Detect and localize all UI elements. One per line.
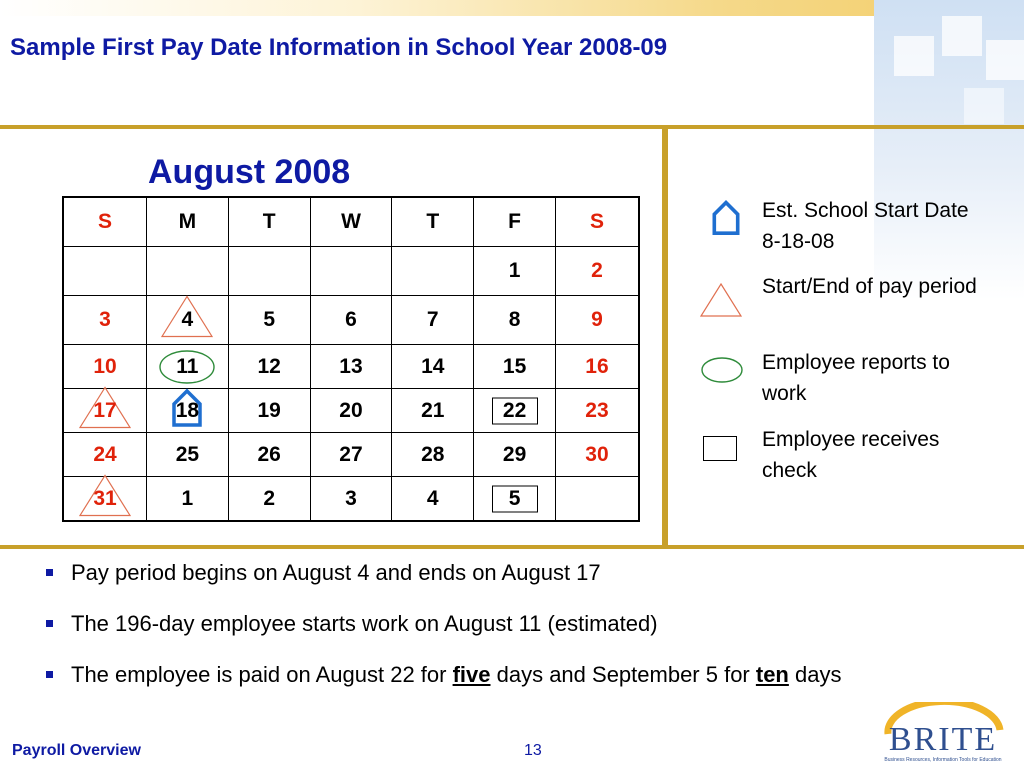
slide-title: Sample First Pay Date Information in School Year 2008-09	[10, 34, 668, 61]
page-number: 13	[524, 742, 542, 759]
calendar-week-row	[63, 389, 639, 433]
brite-logo	[868, 702, 1018, 764]
content-divider	[0, 545, 1024, 549]
calendar-day-cell: 5	[228, 296, 310, 345]
bullet-list	[44, 558, 974, 711]
bullet-item	[44, 609, 974, 639]
emphasis-five: five	[452, 662, 491, 687]
bullet-item	[44, 558, 974, 588]
calendar-day-cell-school-start	[146, 389, 228, 433]
calendar-day-number: 18	[175, 398, 200, 422]
bullet-item	[44, 660, 974, 690]
legend-item-pay-period	[700, 271, 1000, 335]
bullet-text: Pay period begins on August 4 and ends on August 17	[71, 560, 601, 585]
house-icon	[708, 199, 744, 235]
calendar-day-cell: 6	[310, 296, 392, 345]
calendar-day-cell: 25	[146, 433, 228, 477]
calendar-day-cell	[310, 247, 392, 296]
oval-icon	[700, 356, 744, 384]
calendar-day-number: 5	[508, 486, 521, 510]
calendar-day-cell: 1	[474, 247, 556, 296]
bullet-text-part: days	[788, 662, 842, 687]
calendar-week-row	[63, 433, 639, 477]
calendar-day-cell: 26	[228, 433, 310, 477]
triangle-icon	[700, 283, 742, 317]
svg-text:BRITE: BRITE	[888, 721, 998, 758]
calendar-day-cell: 2	[228, 477, 310, 522]
check-box-icon	[703, 436, 737, 461]
calendar-day-cell: 28	[392, 433, 474, 477]
calendar-day-cell: 4	[392, 477, 474, 522]
legend-label-pay-period: Start/End of pay period	[762, 275, 977, 298]
calendar-day-cell: 2	[555, 247, 639, 296]
day-header-thursday: T	[392, 197, 474, 247]
legend-label-reports: Employee reports to work	[762, 351, 950, 405]
calendar-day-cell-reports	[146, 345, 228, 389]
top-gradient-band	[0, 0, 1024, 16]
calendar-day-number: 4	[181, 308, 194, 331]
legend-item-reports	[700, 347, 1000, 411]
calendar-day-cell: 7	[392, 296, 474, 345]
emphasis-ten: ten	[755, 662, 789, 687]
day-header-friday: F	[474, 197, 556, 247]
vertical-divider	[662, 125, 668, 547]
calendar-day-cell	[63, 247, 146, 296]
legend-item-check	[700, 424, 1000, 488]
legend-item-school-start	[700, 195, 1000, 259]
square-bullet-icon	[46, 569, 53, 576]
calendar-day-cell-pay-end	[63, 389, 146, 433]
calendar-day-cell: 3	[310, 477, 392, 522]
calendar-day-cell	[146, 247, 228, 296]
square-bullet-icon	[46, 671, 53, 678]
calendar-day-cell: 29	[474, 433, 556, 477]
calendar-day-cell: 3	[63, 296, 146, 345]
calendar-day-cell: 8	[474, 296, 556, 345]
bullet-text-part: The employee is paid on August 22 for	[71, 662, 453, 687]
calendar-day-cell: 16	[555, 345, 639, 389]
calendar-table	[62, 196, 640, 522]
day-header-tuesday: T	[228, 197, 310, 247]
legend-label-check: Employee receives check	[762, 428, 940, 482]
calendar-week-row	[63, 477, 639, 522]
calendar-day-cell: 21	[392, 389, 474, 433]
calendar-day-cell-pay-start	[63, 477, 146, 522]
calendar-day-cell: 13	[310, 345, 392, 389]
calendar-day-cell-pay-start	[146, 296, 228, 345]
legend-label-school-start: Est. School Start Date 8-18-08	[762, 199, 969, 253]
calendar-week-row	[63, 296, 639, 345]
calendar-month-title: August 2008	[148, 153, 351, 191]
calendar-day-cell-check	[474, 389, 556, 433]
calendar-day-cell: 30	[555, 433, 639, 477]
day-header-saturday: S	[555, 197, 639, 247]
calendar-day-cell	[392, 247, 474, 296]
svg-text:Business Resources, Informatio: Business Resources, Information Tools for Education	[884, 757, 1002, 763]
calendar-week-row	[63, 247, 639, 296]
calendar-day-cell: 14	[392, 345, 474, 389]
day-header-sunday: S	[63, 197, 146, 247]
calendar-day-cell	[555, 477, 639, 522]
footer-title: Payroll Overview	[12, 742, 141, 759]
calendar-day-number: 11	[176, 354, 199, 378]
day-header-wednesday: W	[310, 197, 392, 247]
calendar-day-number: 22	[502, 398, 527, 422]
calendar-day-cell: 1	[146, 477, 228, 522]
calendar-day-cell: 10	[63, 345, 146, 389]
square-bullet-icon	[46, 620, 53, 627]
calendar-day-number: 17	[93, 398, 117, 422]
calendar-day-cell: 20	[310, 389, 392, 433]
calendar-day-cell: 23	[555, 389, 639, 433]
calendar-day-cell-check	[474, 477, 556, 522]
day-header-monday: M	[146, 197, 228, 247]
calendar-day-number: 31	[93, 486, 117, 510]
calendar-day-cell: 19	[228, 389, 310, 433]
calendar-day-cell: 12	[228, 345, 310, 389]
calendar-day-cell: 15	[474, 345, 556, 389]
calendar-week-row	[63, 345, 639, 389]
bullet-text-part: days and September 5 for	[490, 662, 756, 687]
calendar-day-cell: 27	[310, 433, 392, 477]
calendar-day-cell	[228, 247, 310, 296]
header-divider	[0, 125, 1024, 129]
calendar-day-cell: 9	[555, 296, 639, 345]
calendar-header-row	[63, 197, 639, 247]
bullet-text: The 196-day employee starts work on August 11 (estimated)	[71, 611, 658, 636]
calendar-day-cell: 24	[63, 433, 146, 477]
